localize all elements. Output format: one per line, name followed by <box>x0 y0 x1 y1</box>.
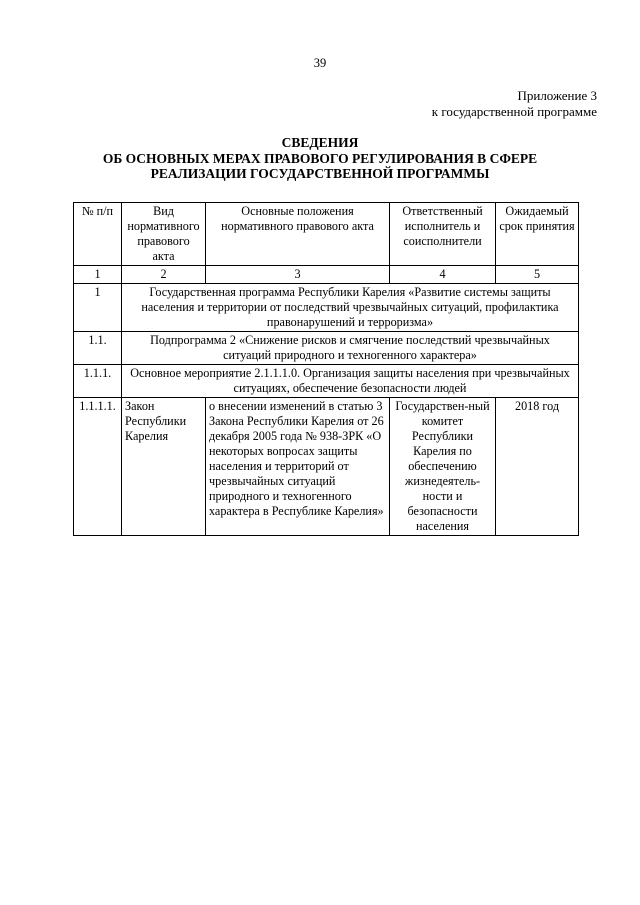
measure-row-text: Основное мероприятие 2.1.1.1.0. Организация защиты населения при чрезвычайных ситуациях, обеспечение безопасности людей <box>122 365 579 398</box>
legal-measures-table <box>73 202 579 536</box>
table-header-row <box>74 203 579 266</box>
title-line-1: СВЕДЕНИЯ <box>281 135 359 150</box>
column-number: 2 <box>122 266 206 284</box>
header-cell-term: Ожидаемый срок принятия <box>496 203 579 266</box>
act-row-term: 2018 год <box>496 398 579 536</box>
title-line-3: РЕАЛИЗАЦИИ ГОСУДАРСТВЕННОЙ ПРОГРАММЫ <box>150 166 490 181</box>
page-number: 39 <box>313 56 327 70</box>
column-number: 5 <box>496 266 579 284</box>
act-row-provisions: о внесении изменений в статью 3 Закона Республики Карелия от 26 декабря 2005 года № 938-ЗРК «О некоторых вопросах защиты населения и территорий от чрезвычайных ситуаций природного и техногенного характера в Республике Карелия» <box>206 398 390 536</box>
header-cell-provisions: Основные положения нормативного правового акта <box>206 203 390 266</box>
measure-row-num: 1.1.1. <box>74 365 122 398</box>
header-cell-executor: Ответственный исполнитель и соисполнители <box>390 203 496 266</box>
document-title <box>0 135 640 182</box>
program-row-num: 1 <box>74 284 122 332</box>
appendix-note <box>432 88 597 120</box>
act-row <box>74 398 579 536</box>
title-line-2: ОБ ОСНОВНЫХ МЕРАХ ПРАВОВОГО РЕГУЛИРОВАНИЯ В СФЕРЕ <box>102 150 538 166</box>
subprogram-row-text: Подпрограмма 2 «Снижение рисков и смягчение последствий чрезвычайных ситуаций природного и техногенного характера» <box>122 332 579 365</box>
program-row <box>74 284 579 332</box>
measure-row <box>74 365 579 398</box>
header-cell-act-type: Вид нормативного правового акта <box>122 203 206 266</box>
program-row-text: Государственная программа Республики Карелия «Развитие системы защиты населения и территории от последствий чрезвычайных ситуаций, профилактика правонарушений и терроризма» <box>122 284 579 332</box>
column-number: 4 <box>390 266 496 284</box>
column-number: 1 <box>74 266 122 284</box>
act-row-num: 1.1.1.1. <box>74 398 122 536</box>
appendix-line-1: Приложение 3 <box>517 88 597 103</box>
appendix-line-2: к государственной программе <box>431 104 597 119</box>
subprogram-row <box>74 332 579 365</box>
subprogram-row-num: 1.1. <box>74 332 122 365</box>
column-number: 3 <box>206 266 390 284</box>
act-row-executor: Государствен-ный комитет Республики Карелия по обеспечению жизнедеятель-ности и безопасности населения <box>390 398 496 536</box>
column-number-row <box>74 266 579 284</box>
header-cell-num: № п/п <box>74 203 122 266</box>
act-row-type: Закон Республики Карелия <box>122 398 206 536</box>
